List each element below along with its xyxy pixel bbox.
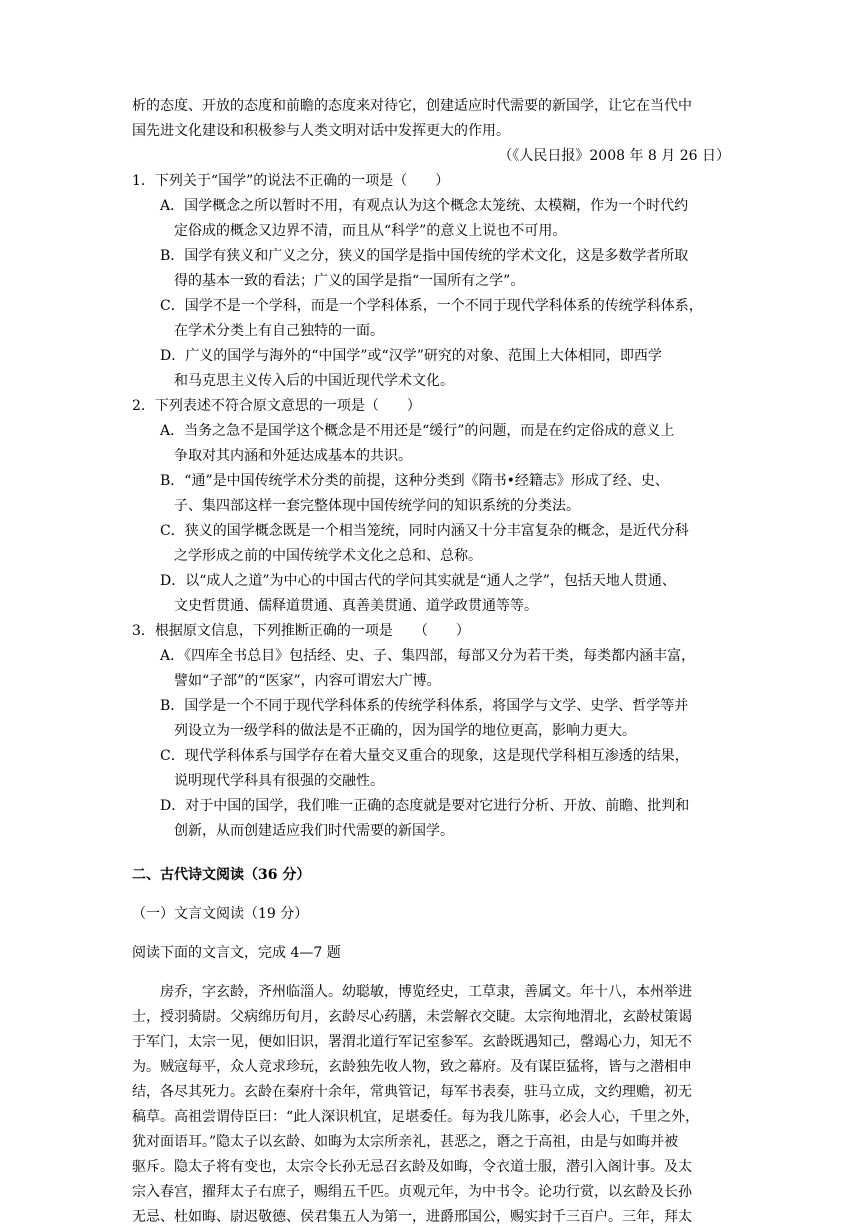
option-line: 之学形成之前的中国传统学术文化之总和、总称。: [174, 548, 482, 564]
intro-paragraph: [132, 94, 742, 144]
option-c: [160, 294, 742, 344]
option-b: [160, 244, 742, 294]
section-instruction: 阅读下面的文言文，完成 4—7 题: [132, 945, 341, 961]
option-line: 在学术分类上有自己独特的一面。: [174, 323, 384, 339]
passage-line: 为。贼寇每平，众人竞求珍玩，玄龄独先收人物，致之幕府。及有谋臣猛将，皆与之潜相申: [132, 1059, 692, 1075]
option-line: C．狭义的国学概念既是一个相当笼统，同时内涵又十分丰富复杂的概念，是近代分科: [160, 523, 689, 539]
question-1: [132, 169, 742, 394]
option-line: 定俗成的概念又边界不清，而且从“科学”的意义上说也不可用。: [174, 223, 567, 239]
question-stem: 3．根据原文信息，下列推断正确的一项是 （ ）: [132, 623, 470, 639]
question-3: [132, 619, 742, 844]
option-line: D．对于中国的国学，我们唯一正确的态度就是要对它进行分析、开放、前瞻、批判和: [160, 798, 690, 814]
option-line: B．“通”是中国传统学术分类的前提，这种分类到《隋书•经籍志》形成了经、史、: [160, 473, 669, 489]
option-a: [160, 419, 742, 469]
option-c: [160, 519, 742, 569]
option-line: B．国学是一个不同于现代学科体系的传统学科体系，将国学与文学、史学、哲学等并: [160, 698, 689, 714]
passage-line: 宗入春宫，擢拜太子右庶子，赐绢五千匹。贞观元年，为中书令。论功行赏，以玄龄及长孙: [132, 1184, 692, 1200]
option-d: [160, 794, 742, 844]
option-line: D．广义的国学与海外的“中国学”或“汉学”研究的对象、范围上大体相同，即西学: [160, 348, 662, 364]
option-line: A．当务之急不是国学这个概念是不用还是“缓行”的问题，而是在约定俗成的意义上: [160, 423, 675, 439]
option-line: 说明现代学科具有很强的交融性。: [174, 773, 384, 789]
intro-line: 析的态度、开放的态度和前瞻的态度来对待它，创建适应时代需要的新国学，让它在当代中: [132, 98, 692, 114]
option-line: 争取对其内涵和外延达成基本的共识。: [174, 448, 412, 464]
section-title: 二、古代诗文阅读（36 分）: [132, 867, 311, 883]
option-a: [160, 644, 742, 694]
passage-line: 无忌、杜如晦、尉迟敬德、侯君集五人为第一，进爵邢国公，赐实封千三百户。三年，拜太: [132, 1209, 692, 1225]
option-line: D．以“成人之道”为中心的中国古代的学问其实就是“通人之学”，包括天地人贯通、: [160, 573, 676, 589]
passage-line: 于军门，太宗一见，便如旧识，署渭北道行军记室参军。玄龄既遇知己，罄竭心力，知无不: [132, 1034, 692, 1050]
option-d: [160, 569, 742, 619]
option-line: A．《四库全书总目》包括经、史、子、集四部，每部又分为若干类，每类都内涵丰富，: [160, 648, 696, 664]
option-line: 列设立为一级学科的做法是不正确的，因为国学的地位更高，影响力更大。: [174, 723, 636, 739]
option-line: A．国学概念之所以暂时不用，有观点认为这个概念太笼统、太模糊，作为一个时代约: [160, 198, 689, 214]
source-citation: （《人民日报》2008 年 8 月 26 日）: [498, 148, 730, 164]
option-line: B．国学有狭义和广义之分，狭义的国学是指中国传统的学术文化，这是多数学者所取: [160, 248, 689, 264]
classical-passage: [132, 980, 742, 1230]
option-d: [160, 344, 742, 394]
option-line: C．国学不是一个学科，而是一个学科体系，一个不同于现代学科体系的传统学科体系，: [160, 298, 703, 314]
option-line: C．现代学科体系与国学存在着大量交叉重合的现象，这是现代学科相互渗透的结果，: [160, 748, 689, 764]
option-line: 得的基本一致的看法；广义的国学是指“一国所有之学”。: [174, 273, 525, 289]
option-line: 文史哲贯通、儒释道贯通、真善美贯通、道学政贯通等等。: [174, 598, 538, 614]
question-stem: 1．下列关于“国学”的说法不正确的一项是（ ）: [132, 173, 450, 189]
option-b: [160, 469, 742, 519]
passage-line: 结，各尽其死力。玄龄在秦府十余年，常典管记，每军书表奏，驻马立成，文约理赡，初无: [132, 1084, 692, 1100]
option-a: [160, 194, 742, 244]
passage-line: 稿草。高祖尝谓侍臣曰：“此人深识机宜，足堪委任。每为我儿陈事，必会人心，千里之外，: [132, 1109, 700, 1125]
passage-line: 驱斥。隐太子将有变也，太宗令长孙无忌召玄龄及如晦，令衣道士服，潜引入阁计事。及太: [132, 1159, 692, 1175]
passage-line: 犹对面语耳。”隐太子以玄龄、如晦为太宗所亲礼，甚恶之，谮之于高祖，由是与如晦并被: [132, 1134, 679, 1150]
option-b: [160, 694, 742, 744]
option-c: [160, 744, 742, 794]
passage-line: 房乔，字玄龄，齐州临淄人。幼聪敏，博览经史，工草隶，善属文。年十八，本州举进: [160, 984, 692, 1000]
option-line: 创新，从而创建适应我们时代需要的新国学。: [174, 823, 454, 839]
option-line: 譬如“子部”的“医家”，内容可谓宏大广博。: [174, 673, 441, 689]
intro-line: 国先进文化建设和积极参与人类文明对话中发挥更大的作用。: [132, 123, 510, 139]
question-2: [132, 394, 742, 619]
passage-line: 士，授羽骑尉。父病绵历旬月，玄龄尽心药膳，未尝解衣交睫。太宗徇地渭北，玄龄杖策谒: [132, 1009, 692, 1025]
question-stem: 2．下列表述不符合原文意思的一项是（ ）: [132, 398, 421, 414]
section-subtitle: （一）文言文阅读（19 分）: [132, 906, 309, 922]
option-line: 子、集四部这样一套完整体现中国传统学问的知识系统的分类法。: [174, 498, 580, 514]
option-line: 和马克思主义传入后的中国近现代学术文化。: [174, 373, 454, 389]
